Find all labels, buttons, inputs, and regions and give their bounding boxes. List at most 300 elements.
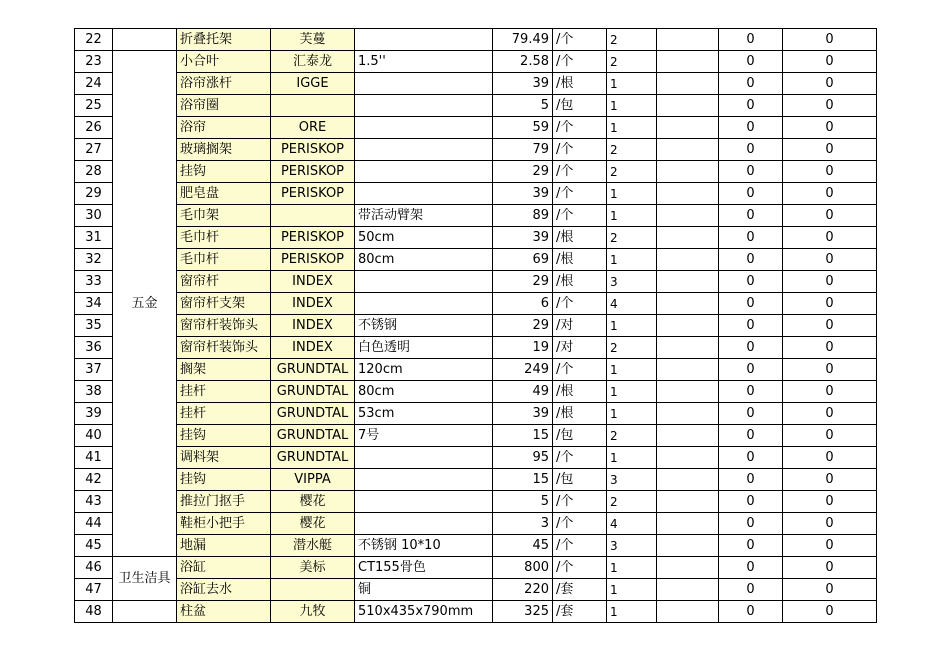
spec-cell: [355, 117, 493, 139]
item-name-cell: 玻璃搁架: [177, 139, 271, 161]
price-cell: 5: [493, 491, 553, 513]
value1-cell: 0: [719, 73, 783, 95]
note-cell: [657, 227, 719, 249]
table-row: [75, 183, 877, 205]
note-cell: [657, 469, 719, 491]
table-row: [75, 337, 877, 359]
unit-cell: /根: [553, 73, 607, 95]
quantity-cell: 1: [607, 359, 657, 381]
row-number-cell: 33: [75, 271, 113, 293]
item-name-cell: 窗帘杆装饰头: [177, 337, 271, 359]
value1-cell: 0: [719, 249, 783, 271]
quantity-cell: 1: [607, 95, 657, 117]
note-cell: [657, 205, 719, 227]
item-name-cell: 窗帘杆: [177, 271, 271, 293]
brand-cell: 汇泰龙: [271, 51, 355, 73]
value2-cell: 0: [783, 205, 877, 227]
price-cell: 39: [493, 183, 553, 205]
price-cell: 325: [493, 601, 553, 623]
table-row: [75, 513, 877, 535]
brand-cell: GRUNDTAL: [271, 425, 355, 447]
unit-cell: /根: [553, 403, 607, 425]
row-number-cell: 37: [75, 359, 113, 381]
price-cell: 69: [493, 249, 553, 271]
table-row: [75, 579, 877, 601]
value2-cell: 0: [783, 535, 877, 557]
value2-cell: 0: [783, 51, 877, 73]
quantity-cell: 2: [607, 491, 657, 513]
value1-cell: 0: [719, 29, 783, 51]
price-cell: 2.58: [493, 51, 553, 73]
item-name-cell: 毛巾架: [177, 205, 271, 227]
value1-cell: 0: [719, 403, 783, 425]
table-row: [75, 271, 877, 293]
spec-cell: 不锈钢 10*10: [355, 535, 493, 557]
quantity-cell: 1: [607, 73, 657, 95]
spec-cell: [355, 183, 493, 205]
note-cell: [657, 183, 719, 205]
unit-cell: /个: [553, 359, 607, 381]
unit-cell: /包: [553, 95, 607, 117]
value2-cell: 0: [783, 161, 877, 183]
quantity-cell: 1: [607, 249, 657, 271]
item-name-cell: 地漏: [177, 535, 271, 557]
unit-cell: /个: [553, 161, 607, 183]
table-row: [75, 139, 877, 161]
row-number-cell: 48: [75, 601, 113, 623]
unit-cell: /个: [553, 29, 607, 51]
value1-cell: 0: [719, 579, 783, 601]
table-row: [75, 381, 877, 403]
spec-cell: [355, 469, 493, 491]
row-number-cell: 23: [75, 51, 113, 73]
value1-cell: 0: [719, 535, 783, 557]
spec-cell: 50cm: [355, 227, 493, 249]
value2-cell: 0: [783, 359, 877, 381]
item-name-cell: 浴帘涨杆: [177, 73, 271, 95]
note-cell: [657, 293, 719, 315]
unit-cell: /对: [553, 315, 607, 337]
price-cell: 6: [493, 293, 553, 315]
spec-cell: 带活动臂架: [355, 205, 493, 227]
unit-cell: /根: [553, 249, 607, 271]
value1-cell: 0: [719, 227, 783, 249]
spec-cell: [355, 513, 493, 535]
quantity-cell: 2: [607, 139, 657, 161]
price-cell: 15: [493, 469, 553, 491]
item-name-cell: 毛巾杆: [177, 249, 271, 271]
spec-cell: 120cm: [355, 359, 493, 381]
brand-cell: [271, 579, 355, 601]
quantity-cell: 3: [607, 271, 657, 293]
brand-cell: GRUNDTAL: [271, 381, 355, 403]
quantity-cell: 1: [607, 315, 657, 337]
table-row: [75, 95, 877, 117]
table-row: [75, 227, 877, 249]
price-cell: 95: [493, 447, 553, 469]
brand-cell: PERISKOP: [271, 249, 355, 271]
item-name-cell: 浴缸去水: [177, 579, 271, 601]
value2-cell: 0: [783, 447, 877, 469]
spec-cell: CT155骨色: [355, 557, 493, 579]
row-number-cell: 45: [75, 535, 113, 557]
brand-cell: [271, 205, 355, 227]
value1-cell: 0: [719, 447, 783, 469]
row-number-cell: 31: [75, 227, 113, 249]
spec-cell: 80cm: [355, 381, 493, 403]
quantity-cell: 3: [607, 469, 657, 491]
brand-cell: INDEX: [271, 293, 355, 315]
value1-cell: 0: [719, 117, 783, 139]
brand-cell: PERISKOP: [271, 139, 355, 161]
item-name-cell: 折叠托架: [177, 29, 271, 51]
value2-cell: 0: [783, 73, 877, 95]
row-number-cell: 41: [75, 447, 113, 469]
note-cell: [657, 381, 719, 403]
item-name-cell: 窗帘杆装饰头: [177, 315, 271, 337]
price-cell: 19: [493, 337, 553, 359]
category-group-cell: [113, 601, 177, 623]
value1-cell: 0: [719, 161, 783, 183]
unit-cell: /个: [553, 557, 607, 579]
brand-cell: 芙蔓: [271, 29, 355, 51]
row-number-cell: 44: [75, 513, 113, 535]
value1-cell: 0: [719, 337, 783, 359]
price-cell: 800: [493, 557, 553, 579]
value2-cell: 0: [783, 29, 877, 51]
value1-cell: 0: [719, 205, 783, 227]
note-cell: [657, 447, 719, 469]
quantity-cell: 2: [607, 161, 657, 183]
value1-cell: 0: [719, 381, 783, 403]
quantity-cell: 1: [607, 205, 657, 227]
item-name-cell: 挂杆: [177, 381, 271, 403]
quantity-cell: 1: [607, 381, 657, 403]
brand-cell: 樱花: [271, 513, 355, 535]
unit-cell: /个: [553, 293, 607, 315]
price-cell: 49: [493, 381, 553, 403]
spec-cell: [355, 271, 493, 293]
category-group-cell: [113, 29, 177, 51]
brand-cell: PERISKOP: [271, 183, 355, 205]
note-cell: [657, 601, 719, 623]
row-number-cell: 43: [75, 491, 113, 513]
item-name-cell: 推拉门抠手: [177, 491, 271, 513]
unit-cell: /个: [553, 205, 607, 227]
price-cell: 39: [493, 227, 553, 249]
spec-cell: [355, 161, 493, 183]
item-name-cell: 搁架: [177, 359, 271, 381]
table-row: [75, 359, 877, 381]
unit-cell: /个: [553, 117, 607, 139]
row-number-cell: 30: [75, 205, 113, 227]
note-cell: [657, 29, 719, 51]
brand-cell: INDEX: [271, 337, 355, 359]
item-name-cell: 鞋柜小把手: [177, 513, 271, 535]
value2-cell: 0: [783, 469, 877, 491]
table-row: [75, 249, 877, 271]
row-number-cell: 29: [75, 183, 113, 205]
note-cell: [657, 161, 719, 183]
item-name-cell: 调料架: [177, 447, 271, 469]
row-number-cell: 25: [75, 95, 113, 117]
item-name-cell: 窗帘杆支架: [177, 293, 271, 315]
quantity-cell: 2: [607, 227, 657, 249]
unit-cell: /个: [553, 183, 607, 205]
value1-cell: 0: [719, 183, 783, 205]
unit-cell: /个: [553, 491, 607, 513]
table-row: [75, 403, 877, 425]
value2-cell: 0: [783, 117, 877, 139]
category-group-cell: 五金: [113, 51, 177, 557]
item-name-cell: 浴缸: [177, 557, 271, 579]
price-cell: 89: [493, 205, 553, 227]
note-cell: [657, 491, 719, 513]
note-cell: [657, 117, 719, 139]
spec-cell: [355, 139, 493, 161]
unit-cell: /根: [553, 381, 607, 403]
price-cell: 15: [493, 425, 553, 447]
table-row: [75, 601, 877, 623]
item-name-cell: 浴帘圈: [177, 95, 271, 117]
note-cell: [657, 535, 719, 557]
note-cell: [657, 249, 719, 271]
price-cell: 3: [493, 513, 553, 535]
spec-cell: [355, 95, 493, 117]
brand-cell: ORE: [271, 117, 355, 139]
quantity-cell: 2: [607, 337, 657, 359]
price-cell: 45: [493, 535, 553, 557]
table-row: [75, 315, 877, 337]
table-row: [75, 161, 877, 183]
note-cell: [657, 95, 719, 117]
note-cell: [657, 73, 719, 95]
quantity-cell: 1: [607, 183, 657, 205]
quantity-cell: 2: [607, 425, 657, 447]
table-row: [75, 491, 877, 513]
spec-cell: 铜: [355, 579, 493, 601]
item-name-cell: 小合叶: [177, 51, 271, 73]
value2-cell: 0: [783, 403, 877, 425]
value2-cell: 0: [783, 579, 877, 601]
brand-cell: 九牧: [271, 601, 355, 623]
table-row: [75, 205, 877, 227]
quantity-cell: 1: [607, 579, 657, 601]
table-row: [75, 535, 877, 557]
quantity-cell: 1: [607, 117, 657, 139]
value2-cell: 0: [783, 601, 877, 623]
quantity-cell: 4: [607, 513, 657, 535]
value2-cell: 0: [783, 227, 877, 249]
row-number-cell: 47: [75, 579, 113, 601]
brand-cell: IGGE: [271, 73, 355, 95]
value1-cell: 0: [719, 469, 783, 491]
row-number-cell: 34: [75, 293, 113, 315]
spec-cell: [355, 447, 493, 469]
table-row: [75, 73, 877, 95]
quantity-cell: 2: [607, 29, 657, 51]
price-cell: 29: [493, 271, 553, 293]
value1-cell: 0: [719, 425, 783, 447]
brand-cell: PERISKOP: [271, 227, 355, 249]
quantity-cell: 4: [607, 293, 657, 315]
spec-cell: [355, 293, 493, 315]
note-cell: [657, 359, 719, 381]
unit-cell: /套: [553, 579, 607, 601]
table-row: [75, 447, 877, 469]
brand-cell: GRUNDTAL: [271, 359, 355, 381]
price-cell: 79.49: [493, 29, 553, 51]
value1-cell: 0: [719, 491, 783, 513]
value2-cell: 0: [783, 381, 877, 403]
spec-cell: [355, 73, 493, 95]
item-name-cell: 浴帘: [177, 117, 271, 139]
value2-cell: 0: [783, 315, 877, 337]
row-number-cell: 22: [75, 29, 113, 51]
value2-cell: 0: [783, 293, 877, 315]
value1-cell: 0: [719, 95, 783, 117]
value2-cell: 0: [783, 425, 877, 447]
unit-cell: /对: [553, 337, 607, 359]
item-name-cell: 毛巾杆: [177, 227, 271, 249]
value2-cell: 0: [783, 249, 877, 271]
price-cell: 5: [493, 95, 553, 117]
brand-cell: 美标: [271, 557, 355, 579]
item-name-cell: 肥皂盘: [177, 183, 271, 205]
spec-cell: 白色透明: [355, 337, 493, 359]
unit-cell: /个: [553, 447, 607, 469]
brand-cell: VIPPA: [271, 469, 355, 491]
quantity-cell: 1: [607, 403, 657, 425]
note-cell: [657, 403, 719, 425]
table-row: [75, 29, 877, 51]
note-cell: [657, 51, 719, 73]
note-cell: [657, 557, 719, 579]
note-cell: [657, 425, 719, 447]
quantity-cell: 2: [607, 51, 657, 73]
unit-cell: /包: [553, 425, 607, 447]
quantity-cell: 1: [607, 557, 657, 579]
value2-cell: 0: [783, 139, 877, 161]
category-group-cell: 卫生洁具: [113, 557, 177, 601]
note-cell: [657, 315, 719, 337]
row-number-cell: 28: [75, 161, 113, 183]
value1-cell: 0: [719, 293, 783, 315]
value1-cell: 0: [719, 139, 783, 161]
unit-cell: /根: [553, 271, 607, 293]
price-cell: 79: [493, 139, 553, 161]
value2-cell: 0: [783, 513, 877, 535]
value1-cell: 0: [719, 315, 783, 337]
brand-cell: [271, 95, 355, 117]
table-row: [75, 117, 877, 139]
price-cell: 29: [493, 315, 553, 337]
spec-cell: 7号: [355, 425, 493, 447]
item-name-cell: 挂杆: [177, 403, 271, 425]
unit-cell: /个: [553, 139, 607, 161]
brand-cell: INDEX: [271, 315, 355, 337]
brand-cell: GRUNDTAL: [271, 447, 355, 469]
item-name-cell: 挂钩: [177, 161, 271, 183]
value2-cell: 0: [783, 95, 877, 117]
price-cell: 39: [493, 403, 553, 425]
price-cell: 220: [493, 579, 553, 601]
row-number-cell: 24: [75, 73, 113, 95]
brand-cell: PERISKOP: [271, 161, 355, 183]
unit-cell: /套: [553, 601, 607, 623]
brand-cell: GRUNDTAL: [271, 403, 355, 425]
spec-cell: 不锈钢: [355, 315, 493, 337]
spec-cell: 53cm: [355, 403, 493, 425]
brand-cell: 潜水艇: [271, 535, 355, 557]
materials-spreadsheet: [74, 28, 877, 623]
quantity-cell: 3: [607, 535, 657, 557]
row-number-cell: 36: [75, 337, 113, 359]
row-number-cell: 32: [75, 249, 113, 271]
spec-cell: 80cm: [355, 249, 493, 271]
table-row: [75, 425, 877, 447]
table-row: [75, 293, 877, 315]
table-row: [75, 51, 877, 73]
item-name-cell: 挂钩: [177, 425, 271, 447]
quantity-cell: 1: [607, 447, 657, 469]
value2-cell: 0: [783, 491, 877, 513]
value2-cell: 0: [783, 557, 877, 579]
sheet-body: [75, 29, 877, 623]
item-name-cell: 柱盆: [177, 601, 271, 623]
value1-cell: 0: [719, 51, 783, 73]
spec-cell: [355, 491, 493, 513]
unit-cell: /个: [553, 513, 607, 535]
price-cell: 39: [493, 73, 553, 95]
value1-cell: 0: [719, 513, 783, 535]
brand-cell: INDEX: [271, 271, 355, 293]
spec-cell: 510x435x790mm: [355, 601, 493, 623]
note-cell: [657, 139, 719, 161]
note-cell: [657, 513, 719, 535]
unit-cell: /个: [553, 535, 607, 557]
row-number-cell: 35: [75, 315, 113, 337]
price-cell: 59: [493, 117, 553, 139]
row-number-cell: 39: [75, 403, 113, 425]
price-cell: 249: [493, 359, 553, 381]
note-cell: [657, 337, 719, 359]
table-row: [75, 469, 877, 491]
row-number-cell: 40: [75, 425, 113, 447]
value1-cell: 0: [719, 359, 783, 381]
row-number-cell: 46: [75, 557, 113, 579]
value1-cell: 0: [719, 557, 783, 579]
spec-cell: [355, 29, 493, 51]
table-row: [75, 557, 877, 579]
price-cell: 29: [493, 161, 553, 183]
note-cell: [657, 579, 719, 601]
value1-cell: 0: [719, 601, 783, 623]
value2-cell: 0: [783, 183, 877, 205]
unit-cell: /根: [553, 227, 607, 249]
row-number-cell: 27: [75, 139, 113, 161]
unit-cell: /个: [553, 51, 607, 73]
row-number-cell: 42: [75, 469, 113, 491]
unit-cell: /包: [553, 469, 607, 491]
value2-cell: 0: [783, 271, 877, 293]
item-name-cell: 挂钩: [177, 469, 271, 491]
row-number-cell: 26: [75, 117, 113, 139]
note-cell: [657, 271, 719, 293]
quantity-cell: 1: [607, 601, 657, 623]
value2-cell: 0: [783, 337, 877, 359]
brand-cell: 樱花: [271, 491, 355, 513]
